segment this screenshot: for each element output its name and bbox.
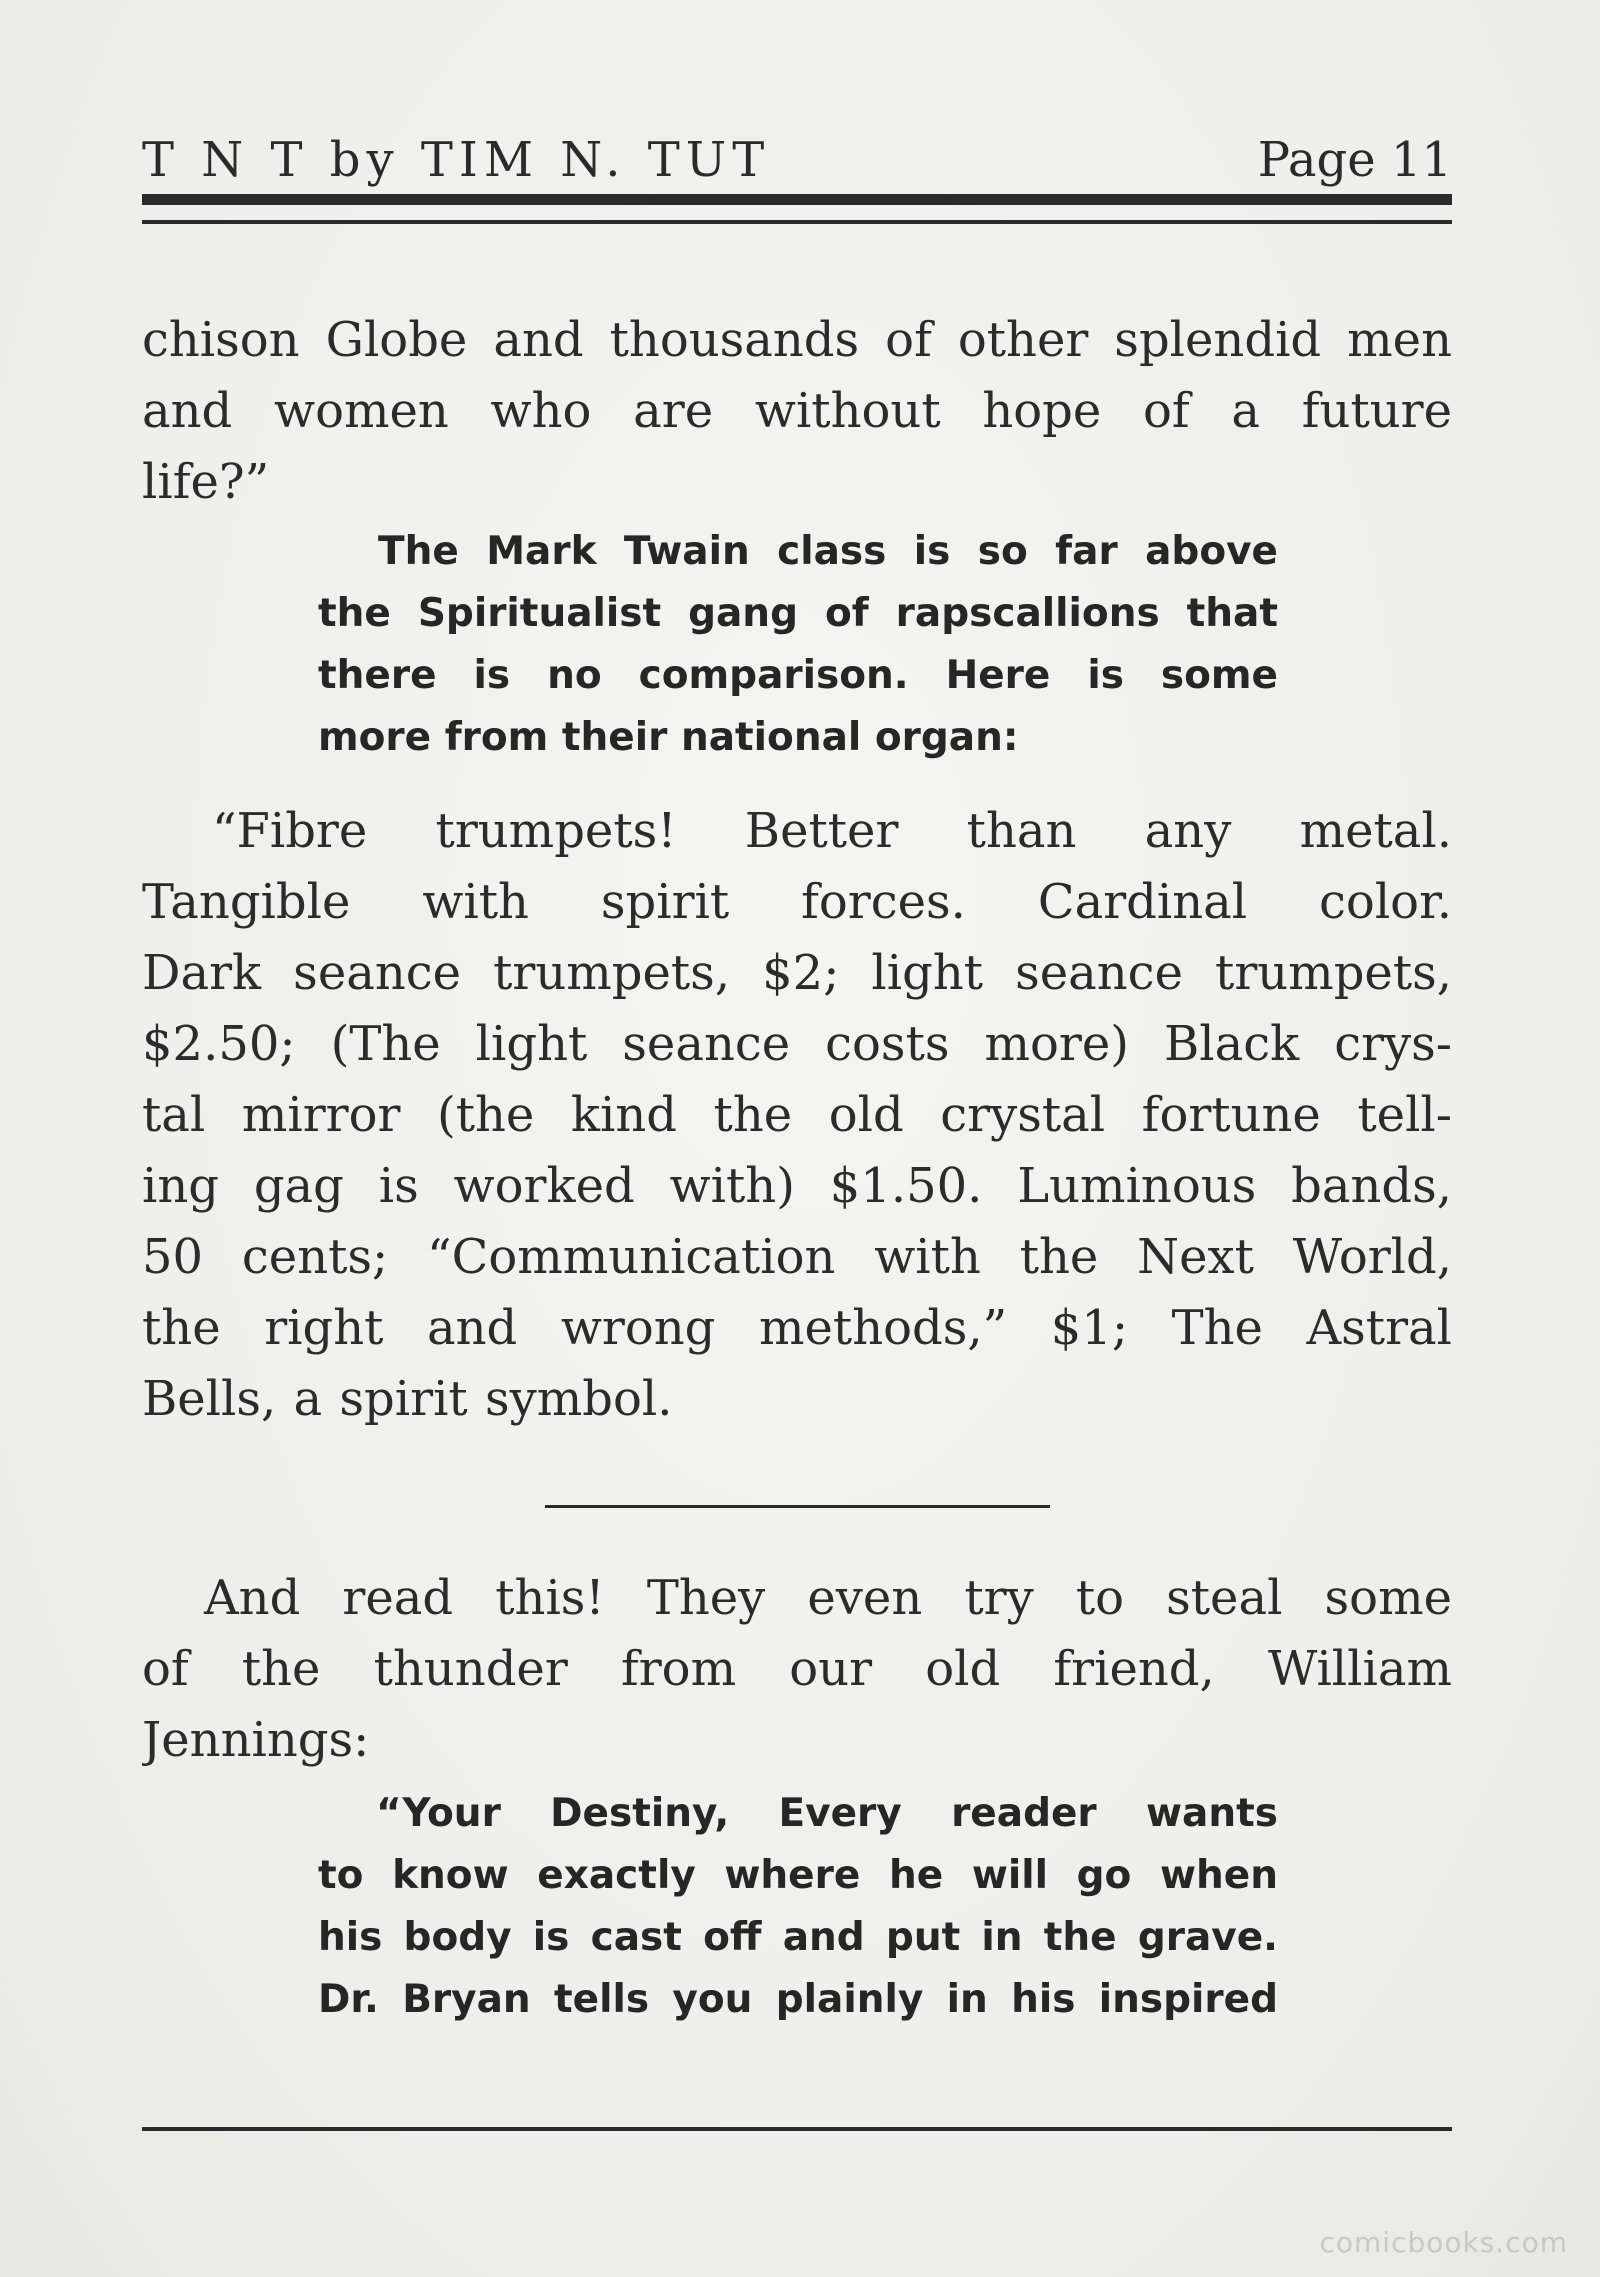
text-line: ing gag is worked with) $1.50. Luminous bands, bbox=[142, 1158, 1452, 1214]
watermark: comicbooks.com bbox=[1319, 2226, 1568, 2259]
quote-line: there is no comparison. Here is some bbox=[318, 653, 1278, 698]
quote-line: the Spiritualist gang of rapscallions that bbox=[318, 591, 1278, 636]
text-line: Dark seance trumpets, $2; light seance trumpets, bbox=[142, 945, 1452, 1001]
quote-line: The Mark Twain class is so far above bbox=[378, 529, 1278, 574]
text-line: 50 cents; “Communication with the Next World, bbox=[142, 1229, 1452, 1285]
block-quote-2 bbox=[318, 1783, 1278, 2031]
running-header bbox=[142, 132, 1452, 192]
quote-line: “Your Destiny, Every reader wants bbox=[376, 1791, 1278, 1836]
text-line: Tangible with spirit forces. Cardinal color. bbox=[142, 874, 1452, 930]
text-line: chison Globe and thousands of other splendid men bbox=[142, 312, 1452, 368]
quote-line: to know exactly where he will go when bbox=[318, 1853, 1278, 1898]
block-quote-1 bbox=[318, 521, 1278, 769]
text-line: life?” bbox=[142, 454, 270, 510]
header-title: T N T by TIM N. TUT bbox=[142, 132, 771, 188]
paragraph-2 bbox=[142, 796, 1452, 1435]
text-line: and women who are without hope of a future bbox=[142, 383, 1452, 439]
quote-line: his body is cast off and put in the grave. bbox=[318, 1915, 1278, 1960]
footer-rule bbox=[142, 2127, 1452, 2131]
text-line: “Fibre trumpets! Better than any metal. bbox=[212, 803, 1452, 859]
section-divider bbox=[545, 1505, 1050, 1508]
text-line: $2.50; (The light seance costs more) Black crys- bbox=[142, 1016, 1452, 1072]
text-line: Bells, a spirit symbol. bbox=[142, 1371, 673, 1427]
quote-line: Dr. Bryan tells you plainly in his inspired bbox=[318, 1977, 1278, 2022]
text-line: the right and wrong methods,” $1; The Astral bbox=[142, 1300, 1452, 1356]
quote-line: more from their national organ: bbox=[318, 715, 1019, 760]
text-line: of the thunder from our old friend, William bbox=[142, 1641, 1452, 1697]
text-line: Jennings: bbox=[142, 1712, 370, 1768]
paragraph-1 bbox=[142, 305, 1452, 518]
header-rule-thick bbox=[142, 194, 1452, 205]
text-line: And read this! They even try to steal some bbox=[204, 1570, 1452, 1626]
text-line: tal mirror (the kind the old crystal fortune tell- bbox=[142, 1087, 1452, 1143]
header-rule-thin bbox=[142, 220, 1452, 224]
paragraph-3 bbox=[142, 1563, 1452, 1776]
page-number: Page 11 bbox=[1257, 132, 1452, 188]
